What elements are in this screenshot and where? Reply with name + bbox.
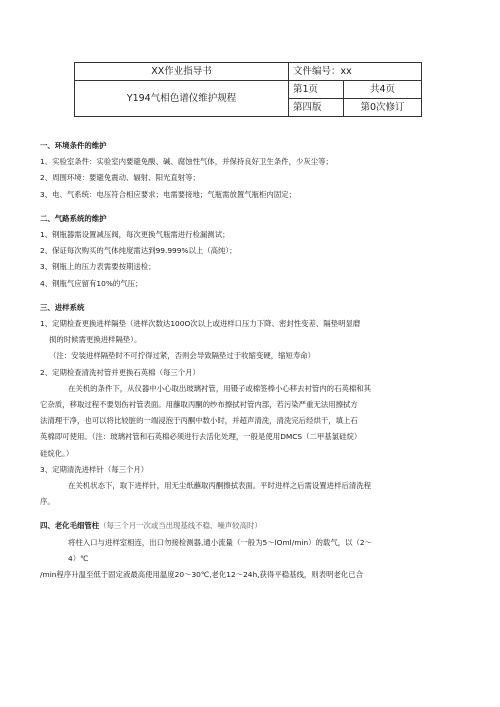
section-heading: 三、进样系统 bbox=[40, 302, 85, 312]
paragraph-line: 硅烷化。） bbox=[40, 448, 74, 458]
total-pages: 共4页 bbox=[344, 81, 422, 99]
paragraph-line: 法清理干净，也可以将比较脏的一端浸泡于丙酮中数小时，并超声清洗，清洗完后经烘干，填上石 bbox=[40, 416, 358, 426]
paragraph-line: 它杂质，移取过程不要划伤衬管表面。用蘸取丙酮的纱布擦拭衬管内部，若污染严重无法用擦拭方 bbox=[40, 400, 358, 410]
paragraph-line: 序。 bbox=[40, 497, 55, 507]
list-item: 4、钢瓶气应留有10%的气压； bbox=[40, 278, 143, 288]
revision: 第0次修订 bbox=[344, 99, 422, 117]
doc-number: 文件编号：xx bbox=[289, 63, 422, 81]
page-label: 第1页 bbox=[289, 81, 344, 99]
list-item: 2、保证每次购买的气体纯度需达到99.999%以上（高纯）； bbox=[40, 246, 237, 256]
section-heading-note: （每三个月一次或当出现基线不稳、噪声较高时） bbox=[99, 521, 262, 531]
edition: 第四版 bbox=[289, 99, 344, 117]
paragraph-line: 1、定期检查更换进样隔垫（进样次数达100O次以上或进样口压力下降、密封性变差、隔垫明显磨 bbox=[40, 319, 361, 329]
paragraph-line: 在关机状态下，取下进样针，用无尘纸蘸取丙酮擦拭表面。平时进样之后需设置进样后清洗程 bbox=[68, 481, 372, 491]
section-heading-row bbox=[40, 518, 470, 534]
list-item: 3、电、气系统：电压符合相应要求；电需要接地；气瓶需放置气瓶柜内固定； bbox=[40, 189, 296, 199]
section-heading: 二、气路系统的维护 bbox=[40, 213, 107, 223]
paragraph-line: 将柱入口与进样室相连，出口勿接检测器,通小流量（一般为5～lOml/min）的载气，以（2～ bbox=[68, 537, 372, 547]
header-table bbox=[74, 62, 422, 117]
paragraph-line: 英棉即可使用。（注：玻璃衬管和石英棉必须进行去活化处理，一般是使用DMCS（二甲基氯硅烷） bbox=[40, 432, 362, 442]
section-heading: 四、老化毛细管柱 bbox=[40, 521, 100, 531]
note-line: （注：安装进样隔垫时不可拧得过紧，否则会导致隔垫过于收缩变硬，缩短寿命） bbox=[49, 351, 316, 361]
list-item: 1、实验室条件：实验室内要避免酸、碱、腐蚀性气体，并保持良好卫生条件，少灰尘等； bbox=[40, 157, 333, 167]
list-item: 3、定期清洗进样针（每三个月） bbox=[40, 464, 149, 474]
paragraph-line: 4）℃ bbox=[68, 553, 89, 563]
paragraph-line: /min程序升温至低于固定液最高使用温度20～30℃,老化12～24h,获得平稳基线，则表明老化已合 bbox=[40, 570, 364, 580]
list-item: 1、钢瓶器需设置减压阀，每次更换气瓶需进行检漏测试； bbox=[40, 230, 230, 240]
document-body bbox=[40, 138, 470, 583]
doc-title: XX作业指导书 bbox=[75, 63, 289, 81]
list-item: 2、周围环境：要避免震动、辐射、阳光直射等； bbox=[40, 173, 200, 183]
paragraph-line: 损的时候需更换进样隔垫）。 bbox=[49, 335, 142, 345]
paragraph-line: 在关机的条件下，从仪器中小心取出玻璃衬管，用镊子或棉签棒小心移去衬管内的石英棉和其 bbox=[68, 383, 372, 393]
procedure-title: Y194气相色谱仪维护规程 bbox=[75, 81, 289, 117]
list-item: 3、钢瓶上的压力表需要按期送检； bbox=[40, 262, 156, 272]
list-item: 2、定期检查清洗衬管并更换石英棉（每三个月） bbox=[40, 367, 200, 377]
section-heading: 一、环境条件的维护 bbox=[40, 141, 107, 150]
